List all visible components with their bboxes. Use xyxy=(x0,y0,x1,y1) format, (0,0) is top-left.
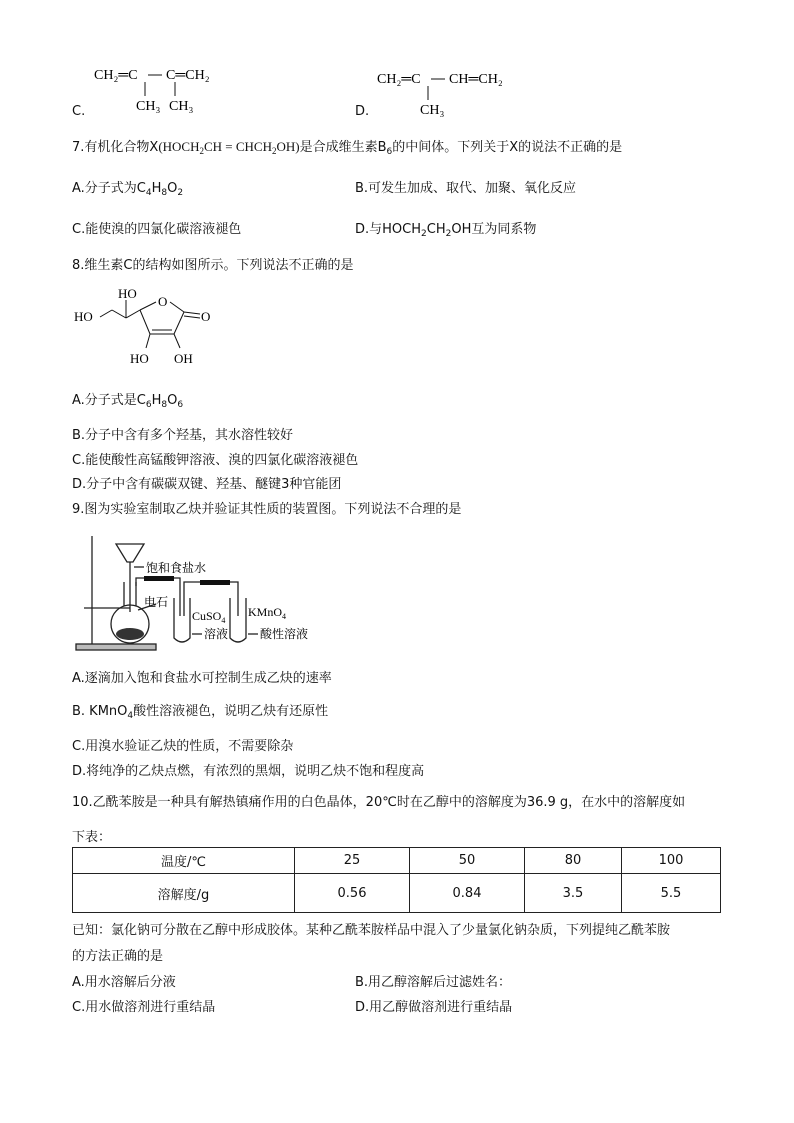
vc-carbonyl xyxy=(184,312,200,314)
solubility-table xyxy=(72,847,721,913)
label-brine: 饱和食盐水 xyxy=(146,561,207,575)
q10-known-line1: 已知：氯化钠可分散在乙醇中形成胶体。某种乙酰苯胺样品中混入了少量氯化钠杂质，下列提纯乙酰苯胺 xyxy=(72,923,671,938)
table-cell: 3.5 xyxy=(525,874,622,913)
q7-stem-a: 7.有机化合物X xyxy=(72,140,159,155)
label-acid-solution: 酸性溶液 xyxy=(260,627,309,641)
q10-option-c: C.用水做溶剂进行重结晶 xyxy=(72,1000,216,1015)
q8-option-b: B.分子中含有多个羟基，其水溶性较好 xyxy=(72,428,294,443)
table-cell: 温度/℃ xyxy=(73,848,295,874)
q7-option-d: D.与$HOCH_2CH_2OH$互为同系物 xyxy=(355,222,537,239)
table-cell: 5.5 xyxy=(622,874,721,913)
table-row xyxy=(73,874,721,913)
q6d-left: CH₂═C xyxy=(377,72,421,87)
q8-stem: 8.维生素C的结构如图所示。下列说法不正确的是 xyxy=(72,258,354,273)
q9-option-b: B. KMnO$_4$酸性溶液褪色，说明乙炔有还原性 xyxy=(72,704,329,721)
q7-option-b: B.可发生加成、取代、加聚、氧化反应 xyxy=(355,181,577,196)
vc-label-ho-bottom: HO xyxy=(130,351,149,366)
rubber-tube-1 xyxy=(144,576,174,581)
q9-option-d: D.将纯净的乙炔点燃，有浓烈的黑烟，说明乙炔不饱和程度高 xyxy=(72,764,425,779)
q8-option-a: A.分子式是$C_6H_8O_6$ xyxy=(72,393,184,410)
q10-option-a: A.用水溶解后分液 xyxy=(72,975,176,990)
table-cell: 80 xyxy=(525,848,622,874)
vc-bond-oh-right xyxy=(174,334,180,348)
q7-stem: 7.有机化合物$X(HOCH_2CH$ = $CHCH_2OH$)是合成维生素$B_6$的中间体。下列关于X的说法不正确的是 xyxy=(72,139,623,157)
vc-bond-ch2-ch xyxy=(112,310,126,318)
vc-bond-ho-ch2 xyxy=(100,310,112,317)
label-cuso4: CuSO$_4$ xyxy=(192,609,226,625)
table-cell: 溶解度/g xyxy=(73,874,295,913)
q7-option-a: A.分子式为$C_4H_8O_2$ xyxy=(72,181,184,198)
q6d-sub: CH₃ xyxy=(420,103,445,118)
q6-option-d-structure xyxy=(355,64,555,120)
vc-carbonyl-double xyxy=(184,316,200,318)
vc-label-oh-bottom: OH xyxy=(174,351,193,366)
q6-option-c-label: C. xyxy=(72,104,86,119)
q10-option-b: B.用乙醇溶解后过滤姓名： xyxy=(355,975,512,990)
q10-known-line2: 的方法正确的是 xyxy=(72,949,164,964)
q6-option-d-label: D. xyxy=(355,104,370,119)
q7-stem-mid: 是合成维生素B xyxy=(299,140,387,155)
table-cell: 100 xyxy=(622,848,721,874)
vc-label-carbonyl-o: O xyxy=(201,309,211,324)
vc-ring-1 xyxy=(140,302,156,310)
q6c-left: CH₂═C xyxy=(94,68,138,83)
vc-ring-3 xyxy=(174,312,184,334)
q6-option-c-svg xyxy=(72,60,252,120)
label-solution: 溶液 xyxy=(204,627,229,641)
q6c-sub1: CH₃ xyxy=(136,99,161,114)
dropping-funnel xyxy=(116,544,144,562)
vc-label-ho-top: HO xyxy=(118,286,137,301)
q6-option-c-structure xyxy=(72,60,252,120)
test-tube-cuso4 xyxy=(174,598,190,642)
q8-option-d: D.分子中含有碳碳双键、羟基、醚键3种官能团 xyxy=(72,477,342,492)
vc-ring-2 xyxy=(170,302,184,312)
vitamin-c-structure xyxy=(60,280,230,372)
apparatus-svg xyxy=(72,526,332,656)
vc-label-ring-o: O xyxy=(158,294,168,309)
table-header-row xyxy=(73,848,721,874)
acetylene-apparatus xyxy=(72,526,332,656)
vc-bond-oh-left xyxy=(146,334,150,348)
q9-option-c: C.用溴水验证乙炔的性质，不需要除杂 xyxy=(72,739,294,754)
q6c-sub2: CH₃ xyxy=(169,99,194,114)
stand-base xyxy=(76,644,156,650)
vc-ring-5 xyxy=(140,310,150,334)
q6c-right: C═CH₂ xyxy=(166,68,210,83)
table-cell: 0.56 xyxy=(295,874,410,913)
q7-stem-end: 的中间体。下列关于X的说法不正确的是 xyxy=(392,140,623,155)
vitamin-c-svg xyxy=(60,280,230,372)
q10-option-d: D.用乙醇做溶剂进行重结晶 xyxy=(355,1000,513,1015)
label-carbide: 电石 xyxy=(144,595,169,609)
q10-stem-line2: 下表： xyxy=(72,830,112,845)
q9-option-a: A.逐滴加入饱和食盐水可控制生成乙炔的速率 xyxy=(72,671,332,686)
q6-option-d-svg xyxy=(355,64,555,120)
q7-option-c: C.能使溴的四氯化碳溶液褪色 xyxy=(72,222,242,237)
table-cell: 0.84 xyxy=(410,874,525,913)
vc-bond-ch-ring xyxy=(126,310,140,318)
q7-stem-formula: ($HOCH_2CH$ = $CHCH_2OH$) xyxy=(158,139,300,156)
q6d-right: CH═CH₂ xyxy=(449,72,503,87)
q9-stem: 9.图为实验室制取乙炔并验证其性质的装置图。下列说法不合理的是 xyxy=(72,502,462,517)
table-cell: 50 xyxy=(410,848,525,874)
label-kmno4: KMnO$_4$ xyxy=(248,605,287,621)
vc-label-ho-left: HO xyxy=(74,309,93,324)
q8-option-c: C.能使酸性高锰酸钾溶液、溴的四氯化碳溶液褪色 xyxy=(72,453,359,468)
rubber-tube-2 xyxy=(200,580,230,585)
q10-stem-line1: 10.乙酰苯胺是一种具有解热镇痛作用的白色晶体，20℃时在乙醇中的溶解度为36.9 g，在水中的溶解度如 xyxy=(72,795,686,810)
calcium-carbide xyxy=(116,628,144,640)
table-cell: 25 xyxy=(295,848,410,874)
